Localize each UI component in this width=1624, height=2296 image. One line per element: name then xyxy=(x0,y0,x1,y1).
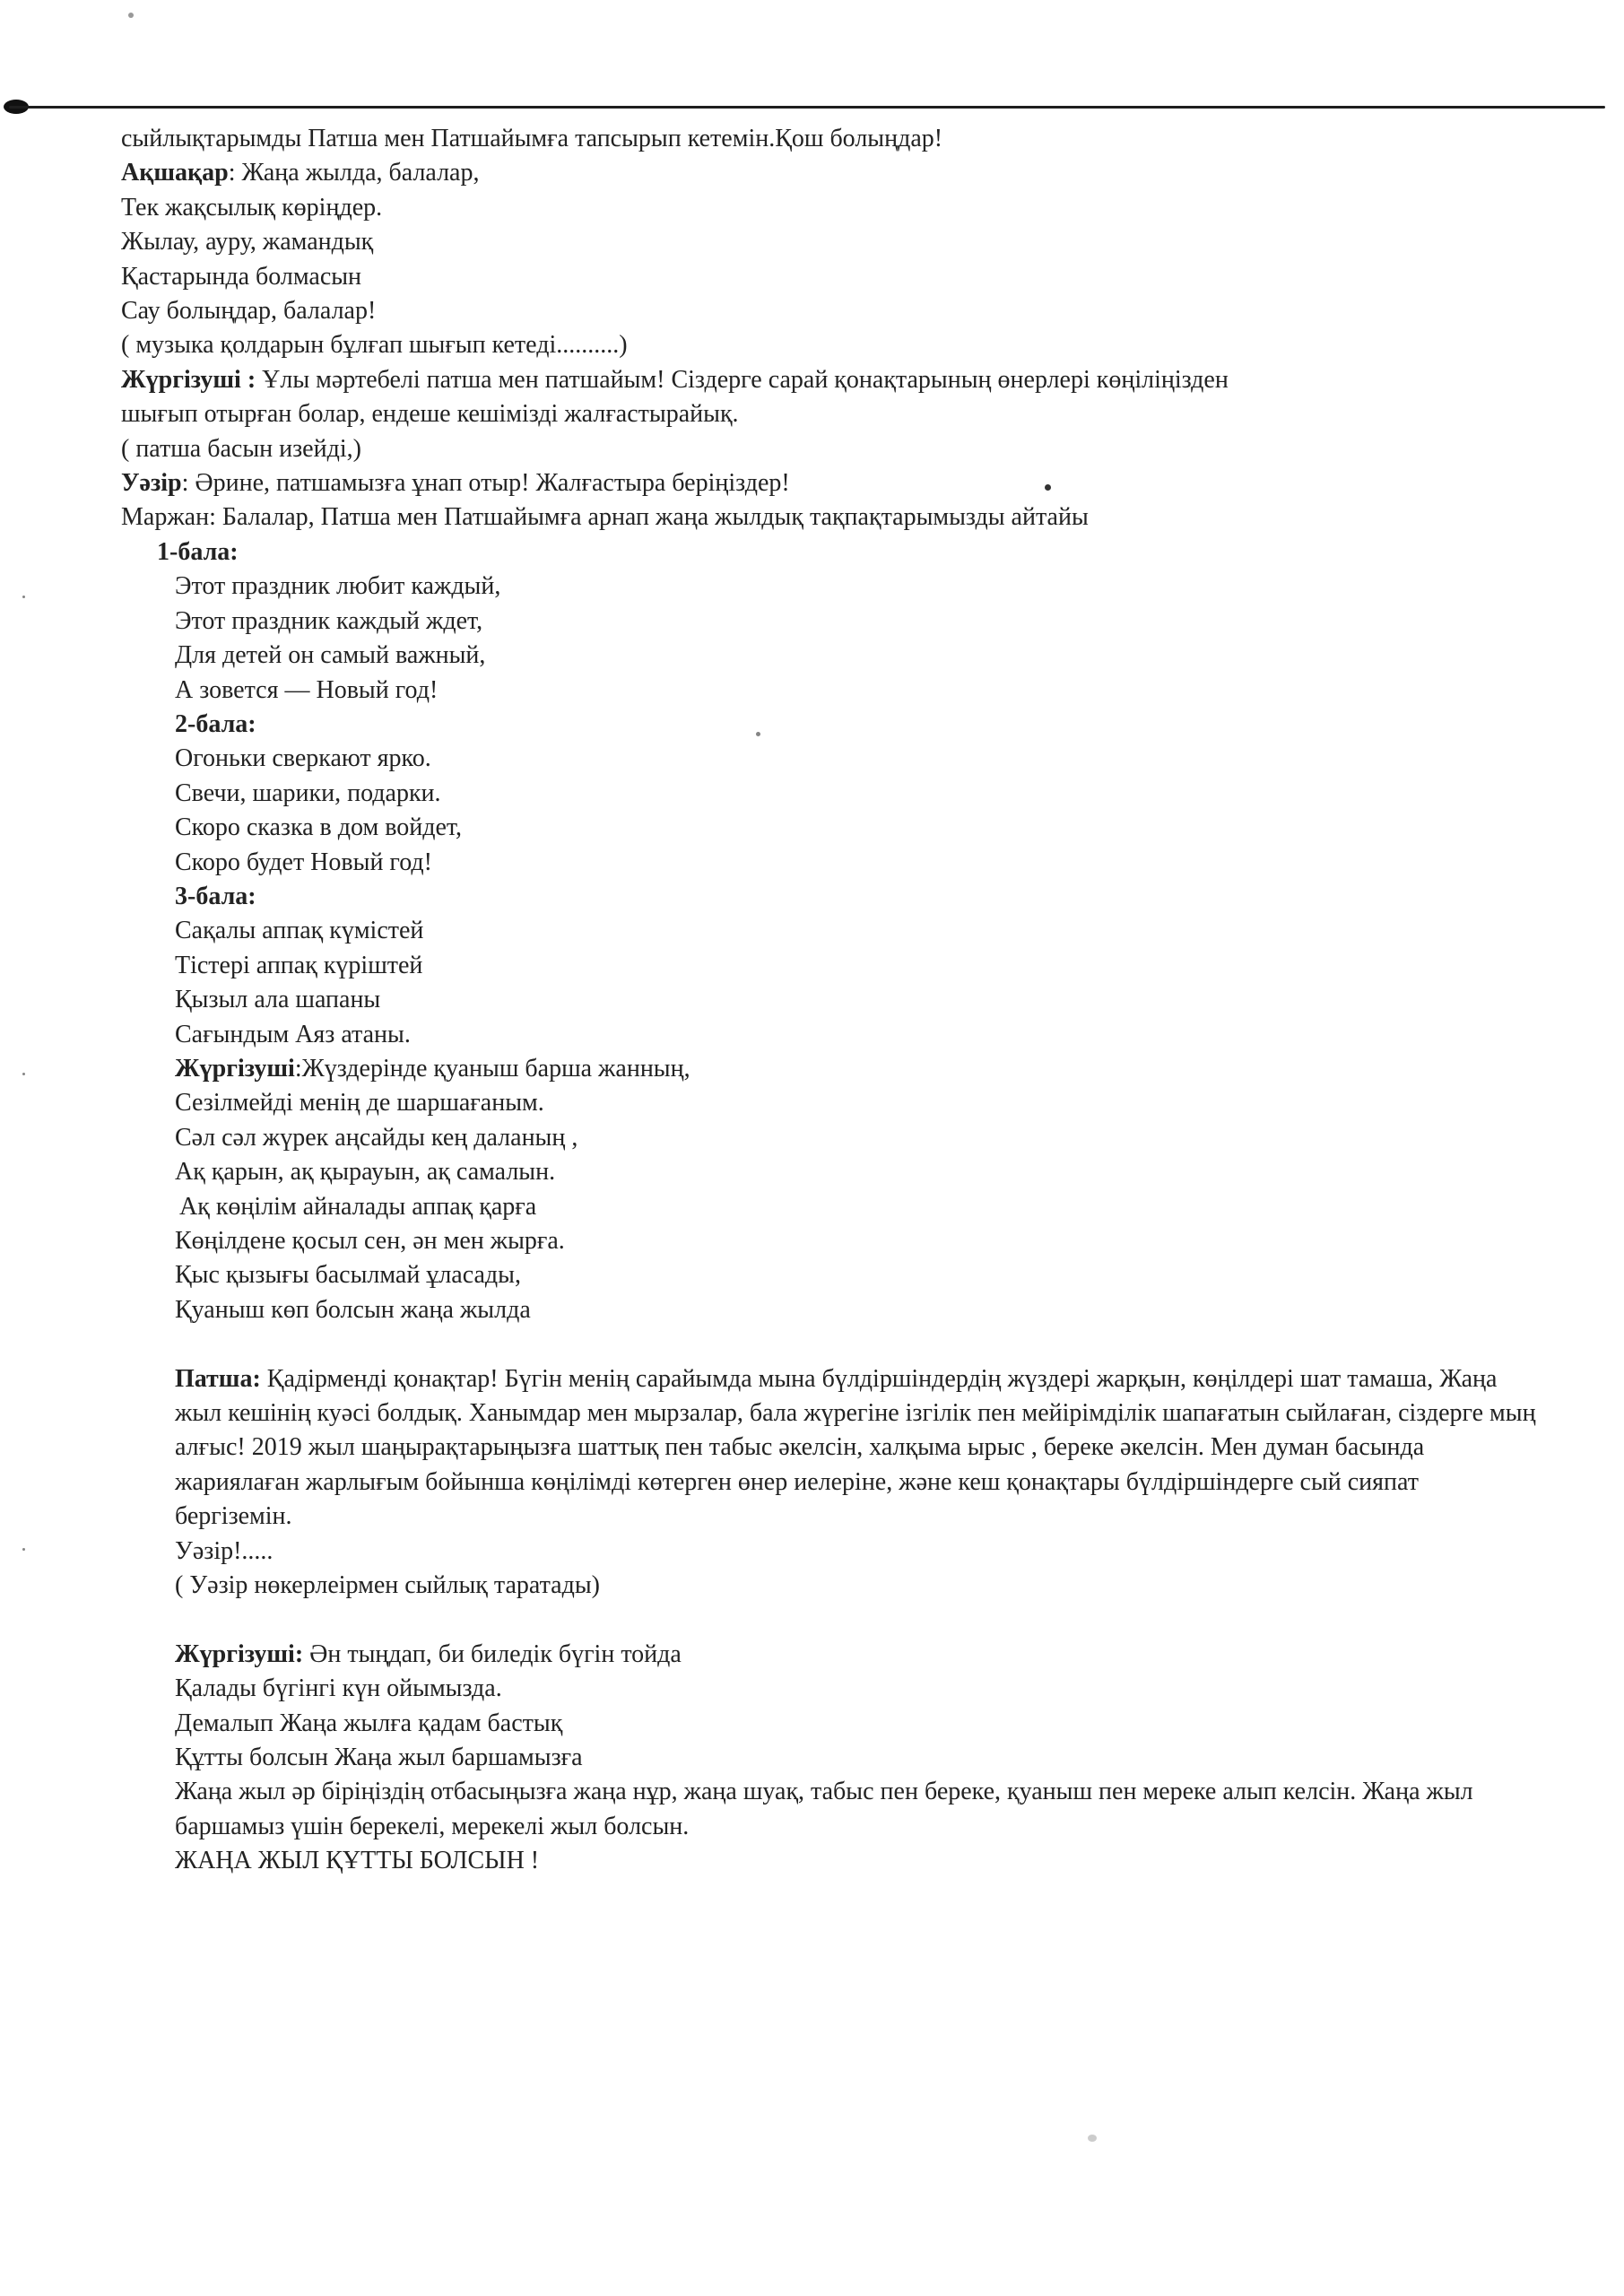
poem-line: Көңілдене қосыл сен, ән мен жырға. xyxy=(175,1227,565,1255)
poem-line: Қалады бүгінгі күн ойымызда. xyxy=(175,1674,502,1703)
text-line: сыйлықтарымды Патша мен Патшайымға тапсырып кетемін.Қош болыңдар! xyxy=(121,125,943,152)
new-year-wish: Жаңа жыл әр біріңіздің отбасыңызға жаңа нұр, жаңа шуақ, табыс пен береке, қуаныш пен мереке алып келсін. Жаңа жыл баршамыз үшін берекелі, мерекелі жыл болсын. xyxy=(175,1778,1473,1840)
speech-text: Қадірменді қонақтар! Бүгін менің сарайымда мына бүлдіршіндердің жүздері жарқын, көңілдері шат тамаша, Жаңа жыл кешінің куәсі болдық. Ханымдар мен мырзалар, бала жүрегіне ізгілік пен мейірімділік шапағатын сыйлаған, сіздерге мың алғыс! 2019 жыл шаңырақтарыңызға шаттық пен табыс әкелсін, халқыма ырыс , береке әкелсін. Мен думан басында жариялаған жарлығым бойынша көңілімді көтерген өнер иелеріне, және кеш қонақтары бүлдіршіндерге сый сияпат бергіземін. xyxy=(175,1364,1536,1531)
poem-line: Қуаныш көп болсын жаңа жылда xyxy=(175,1295,531,1324)
scan-speck xyxy=(22,596,25,598)
poem-line: Құтты болсын Жаңа жыл баршамызға xyxy=(175,1744,583,1772)
speaker-name: Жүргізуші: xyxy=(175,1639,304,1668)
poem-line: А зовется — Новый год! xyxy=(175,675,439,704)
speaker-name: Жүргізуші : xyxy=(121,365,256,394)
blank-line xyxy=(121,1327,1538,1361)
poem-line: Скоро будет Новый год! xyxy=(175,848,432,876)
poem-line: Свечи, шарики, подарки. xyxy=(175,778,441,807)
king-speech xyxy=(121,1362,1538,1535)
speaker-name: Патша: xyxy=(175,1364,261,1393)
poem-line: Скоро сказка в дом войдет, xyxy=(175,813,463,842)
poem-line: Сақалы аппақ күмістей xyxy=(175,917,424,945)
poem-line: Сезілмейді менің де шаршағаным. xyxy=(175,1089,544,1118)
closing-greeting: ЖАҢА ЖЫЛ ҚҰТТЫ БОЛСЫН ! xyxy=(175,1847,540,1875)
speech-text: Ұлы мәртебелі патша мен патшайым! Сіздерге сарай қонақтарының өнерлері көңіліңізден xyxy=(256,365,1229,394)
speaker-name: Уәзір xyxy=(121,469,182,498)
scan-rule-line xyxy=(9,106,1605,109)
poem-line: Демалып Жаңа жылға қадам бастық xyxy=(175,1709,563,1737)
scan-speck xyxy=(22,1548,25,1551)
poem-line: Қызыл ала шапаны xyxy=(175,986,381,1014)
blank-line xyxy=(121,1603,1538,1637)
speech-text: : Әрине, патшамызға ұнап отыр! Жалғастыра беріңіздер! xyxy=(181,469,790,498)
poem-line: Қыс қызығы басылмай ұласады, xyxy=(175,1261,521,1290)
scan-speck xyxy=(128,13,134,18)
text-line: Қастарында болмасын xyxy=(121,262,362,291)
text-line: Уәзір!..... xyxy=(175,1536,274,1565)
scan-speck xyxy=(22,1073,25,1075)
poem-line: Огоньки сверкают ярко. xyxy=(175,744,431,773)
speech-text: :Жүздерінде қуаныш барша жанның, xyxy=(294,1054,690,1083)
speech-text: : Жаңа жылда, балалар, xyxy=(228,159,480,187)
stage-direction: ( патша басын изейді,) xyxy=(121,434,361,463)
text-line xyxy=(121,466,1538,500)
poem-label: 3-бала: xyxy=(175,882,256,910)
text-line: шығып отырған болар, ендеше кешімізді жалғастырайық. xyxy=(121,400,739,429)
poem-line: Сағындым Аяз атаны. xyxy=(175,1020,411,1048)
poem-line: Ақ қарын, ақ қырауын, ақ самалын. xyxy=(175,1158,556,1187)
speaker-name: Жүргізуші xyxy=(175,1054,295,1083)
text-line xyxy=(121,1052,1538,1086)
poem-line: Тістері аппақ күріштей xyxy=(175,951,423,979)
poem-label: 2-бала: xyxy=(175,709,256,738)
text-line: Жылау, ауру, жамандық xyxy=(121,228,374,257)
text-line xyxy=(121,1638,1538,1672)
speech-text: Ән тыңдап, би биледік бүгін тойда xyxy=(303,1639,682,1668)
text-line xyxy=(121,156,1538,190)
stage-direction: ( музыка қолдарын бұлғап шығып кетеді..........) xyxy=(121,331,628,360)
poem-label: 1-бала: xyxy=(157,537,239,566)
scan-speck xyxy=(1088,2135,1097,2142)
document-page xyxy=(121,122,1538,1879)
text-line xyxy=(121,363,1538,397)
poem-line: Этот праздник каждый ждет, xyxy=(175,606,483,635)
poem-line: Для детей он самый важный, xyxy=(175,641,486,670)
poem-line: Этот праздник любит каждый, xyxy=(175,572,501,601)
text-line: Тек жақсылық көріңдер. xyxy=(121,193,383,222)
poem-line: Сәл сәл жүрек аңсайды кең даланың , xyxy=(175,1123,578,1152)
text-line: Сау болыңдар, балалар! xyxy=(121,297,377,326)
poem-line: Ақ көңілім айналады аппақ қарға xyxy=(179,1192,537,1221)
text-line: Маржан: Балалар, Патша мен Патшайымға арнап жаңа жылдық тақпақтарымызды айтайы xyxy=(121,503,1089,532)
stage-direction: ( Уәзір нөкерлеірмен сыйлық таратады) xyxy=(175,1571,600,1600)
speaker-name: Ақшақар xyxy=(121,159,229,187)
